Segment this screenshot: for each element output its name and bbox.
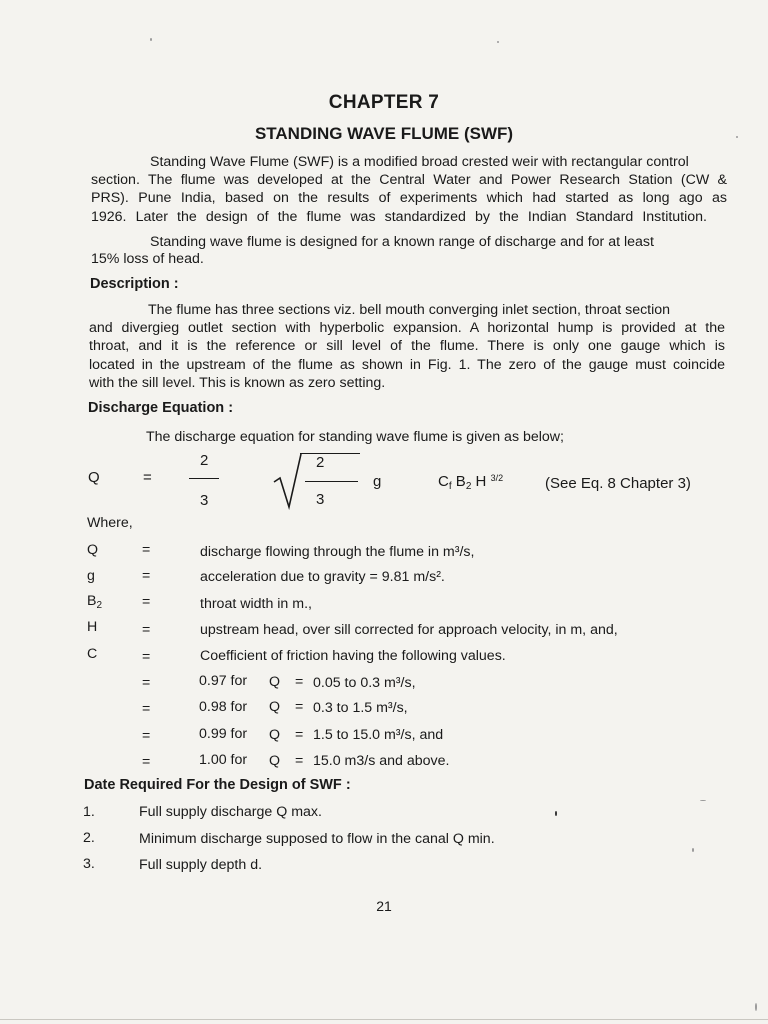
coeff-value: 1.00 for	[199, 752, 248, 768]
eq-equals: =	[143, 469, 152, 486]
description-line-3: throat, and it is the reference or sill level of the flume. There is only one gauge which is	[89, 338, 725, 354]
coeff-equals: =	[142, 754, 151, 770]
def-equals: =	[142, 649, 151, 665]
coeff-q: Q	[269, 753, 281, 769]
eq-coefficients: $C_f$ $B_2$ H $^{3/2}$	[438, 473, 504, 492]
coeff-q-equals: =	[295, 674, 304, 690]
eq-frac2-bar	[305, 481, 358, 482]
intro-line-4: 1926. Later the design of the flume was standardized by the Indian Standard Institution.	[91, 209, 707, 225]
coeff-q: Q	[269, 727, 281, 743]
intro-line-1: Standing Wave Flume (SWF) is a modified broad crested weir with rectangular control	[150, 154, 689, 170]
intro2-line-1: Standing wave flume is designed for a known range of discharge and for at least	[150, 234, 654, 250]
description-line-5: with the sill level. This is known as zero setting.	[89, 375, 386, 391]
coeff-range: 1.5 to 15.0 m³/s, and	[313, 727, 444, 743]
intro-line-2: section. The flume was developed at the Central Water and Power Research Station (CW &	[91, 172, 727, 188]
list-item-number: 1.	[83, 804, 95, 820]
coeff-q-equals: =	[295, 727, 304, 743]
data-required-heading: Date Required For the Design of SWF :	[84, 777, 351, 793]
sqrt-radical-icon	[272, 452, 302, 510]
description-heading: Description :	[90, 276, 179, 292]
intro2-line-2: 15% loss of head.	[91, 251, 204, 267]
chapter-title: STANDING WAVE FLUME (SWF)	[254, 124, 514, 143]
description-line-2: and divergieg outlet section with hyperbolic expansion. A horizontal hump is provided at the	[89, 320, 725, 336]
list-item-text: Full supply discharge Q max.	[139, 804, 322, 820]
eq-frac2-numerator: 2	[316, 454, 325, 471]
def-text: upstream head, over sill corrected for approach velocity, in m, and,	[200, 622, 618, 638]
coeff-value: 0.98 for	[199, 699, 248, 715]
coeff-range: 0.3 to 1.5 m³/s,	[313, 700, 408, 716]
chapter-heading: CHAPTER 7	[328, 92, 440, 113]
eq-frac2-denominator: 3	[316, 491, 325, 508]
def-symbol: H	[87, 619, 98, 635]
coeff-q: Q	[269, 699, 281, 715]
intro-line-3: PRS). Pune India, based on the results of experiments which had started as long ago as	[91, 190, 727, 206]
def-equals: =	[142, 622, 151, 638]
def-equals: =	[142, 568, 151, 584]
list-item-number: 2.	[83, 830, 95, 846]
description-line-4: located in the upstream of the flume as shown in Fig. 1. The zero of the gauge must coincide	[89, 357, 725, 373]
list-item-text: Minimum discharge supposed to flow in the canal Q min.	[139, 831, 495, 847]
eq-frac1-bar	[189, 478, 219, 479]
coeff-equals: =	[142, 675, 151, 691]
sqrt-vinculum	[300, 453, 360, 454]
list-item-number: 3.	[83, 856, 95, 872]
coeff-q-equals: =	[295, 753, 304, 769]
where-label: Where,	[87, 515, 133, 531]
eq-frac1-numerator: 2	[200, 452, 209, 469]
def-text: throat width in m.,	[200, 596, 312, 612]
def-symbol: C	[87, 646, 98, 662]
eq-reference: (See Eq. 8 Chapter 3)	[545, 475, 691, 492]
list-item-text: Full supply depth d.	[139, 857, 263, 873]
coeff-range: 0.05 to 0.3 m³/s,	[313, 675, 416, 691]
discharge-heading: Discharge Equation :	[88, 400, 234, 416]
page-number: 21	[376, 898, 392, 914]
eq-lhs-q: Q	[88, 469, 100, 486]
description-line-1: The flume has three sections viz. bell mouth converging inlet section, throat section	[148, 302, 671, 318]
def-symbol: $B_2$	[87, 593, 103, 611]
def-text: discharge flowing through the flume in m³/s,	[200, 544, 475, 560]
coeff-range: 15.0 m3/s and above.	[313, 753, 450, 769]
coeff-equals: =	[142, 728, 151, 744]
coeff-equals: =	[142, 701, 151, 717]
coeff-q-equals: =	[295, 699, 304, 715]
eq-g: g	[373, 473, 382, 490]
eq-frac1-denominator: 3	[200, 492, 209, 509]
def-text: acceleration due to gravity = 9.81 m/s².	[200, 569, 445, 585]
def-equals: =	[142, 542, 151, 558]
coeff-value: 0.97 for	[199, 673, 248, 689]
discharge-intro: The discharge equation for standing wave flume is given as below;	[146, 429, 564, 445]
coeff-q: Q	[269, 674, 281, 690]
def-symbol: Q	[87, 542, 99, 558]
def-symbol: g	[87, 568, 95, 584]
def-equals: =	[142, 594, 151, 610]
def-text: Coefficient of friction having the following values.	[200, 648, 506, 664]
coeff-value: 0.99 for	[199, 726, 248, 742]
